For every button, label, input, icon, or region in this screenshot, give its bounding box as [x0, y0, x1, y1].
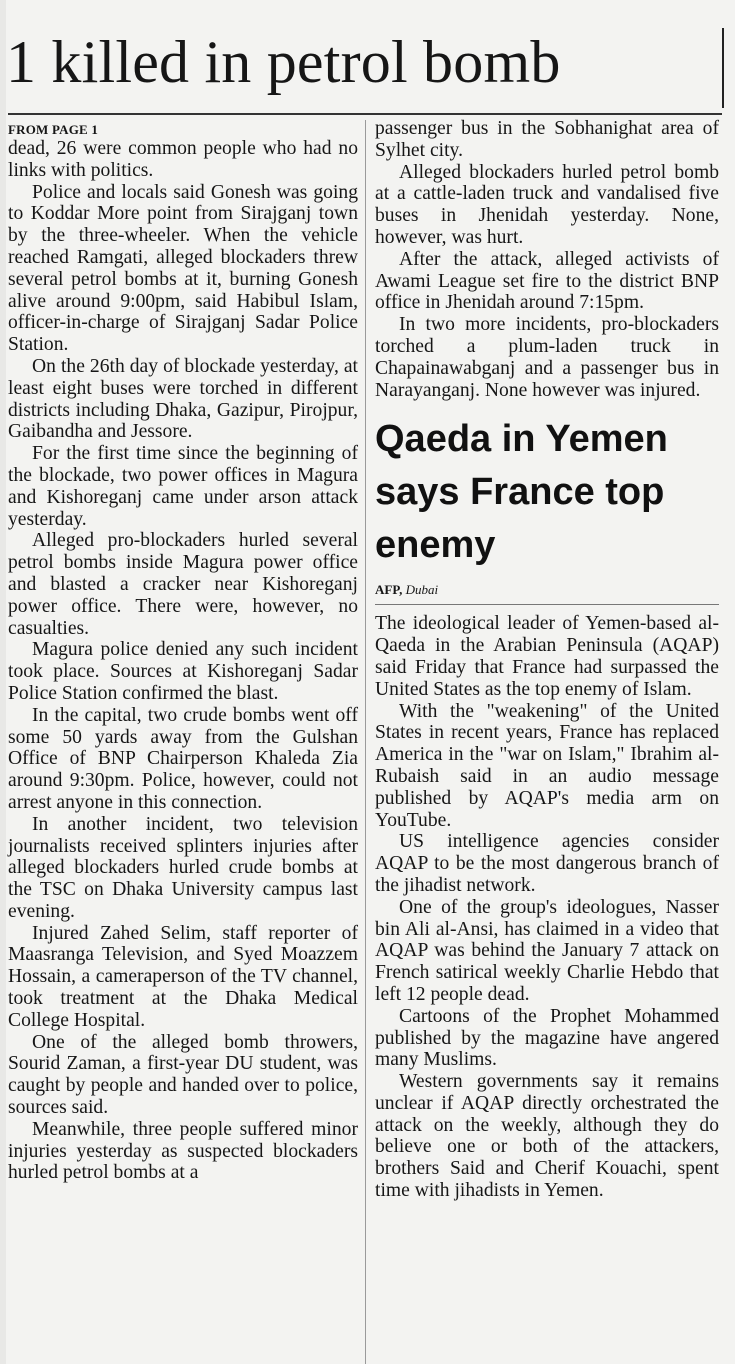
article-paragraph: The ideological leader of Yemen-based al-Qaeda in the Arabian Peninsula (AQAP) said Friday that France had surpassed the United States as the top enemy of Islam. [375, 613, 719, 700]
column-edge-rule [722, 28, 724, 108]
story2-byline [375, 582, 719, 598]
story2-headline: Qaeda in Yemen says France top enemy [375, 418, 668, 567]
article-paragraph: Meanwhile, three people suffered minor injuries yesterday as suspected blockaders hurled petrol bombs at a [8, 1118, 358, 1184]
article-paragraph: Magura police denied any such incident took place. Sources at Kishoreganj Sadar Police Station confirmed the blast. [8, 639, 358, 704]
main-headline: 1 killed in petrol bomb [6, 29, 561, 95]
page-edge [0, 0, 6, 1364]
byline-location: Dubai [405, 582, 439, 598]
article-paragraph: passenger bus in the Sobhanighat area of Sylhet city. [375, 118, 719, 161]
right-column [375, 118, 719, 1202]
article-paragraph: Alleged pro-blockaders hurled several petrol bombs inside Magura power office and blasted a cracker near Kishoreganj power office. There were, however, no casualties. [8, 530, 358, 639]
article-paragraph: dead, 26 were common people who had no links with politics. [8, 138, 358, 181]
article-paragraph: Cartoons of the Prophet Mohammed published by the magazine have angered many Muslims. [375, 1005, 719, 1071]
article-paragraph: In two more incidents, pro-blockaders torched a plum-laden truck in Chapainawabganj and a passenger bus in Narayanganj. None however was injured. [375, 314, 719, 401]
article-paragraph: Injured Zahed Selim, staff reporter of Maasranga Television, and Syed Moazzem Hossain, a cameraperson of the TV channel, took treatment at the Dhaka Medical College Hospital. [8, 922, 358, 1031]
article-paragraph: US intelligence agencies consider AQAP to be the most dangerous branch of the jihadist network. [375, 831, 719, 896]
article-paragraph: Police and locals said Gonesh was going to Koddar More point from Sirajganj town by the three-wheeler. When the vehicle reached Ramgati, alleged blockaders threw several petrol bombs at it, burning Gonesh alive around 9:00pm, said Habibul Islam, officer-in-charge of Sirajganj Sadar Police Station. [8, 181, 358, 356]
continuation-label: FROM PAGE 1 [8, 122, 99, 137]
column-divider [365, 120, 366, 1364]
article-paragraph: One of the group's ideologues, Nasser bin Ali al-Ansi, has claimed in a video that AQAP was behind the January 7 attack on French satirical weekly Charlie Hebdo that left 12 people dead. [375, 896, 719, 1005]
article-paragraph: For the first time since the beginning of the blockade, two power offices in Magura and Kishoreganj came under arson attack yesterday. [8, 443, 358, 530]
headline-divider [8, 113, 722, 115]
article-paragraph: One of the alleged bomb throwers, Sourid Zaman, a first-year DU student, was caught by people and handed over to police, sources said. [8, 1031, 358, 1119]
article-paragraph: With the "weakening" of the United States in recent years, France has replaced America in the "war on Islam," Ibrahim al-Rubaish said in an audio message published by AQAP's media arm on YouTube. [375, 700, 719, 831]
left-column [8, 118, 358, 1184]
byline-agency: AFP, [375, 582, 403, 598]
article-paragraph: On the 26th day of blockade yesterday, at least eight buses were torched in different districts including Dhaka, Gazipur, Pirojpur, Gaibandha and Jessore. [8, 355, 358, 443]
article-paragraph: In the capital, two crude bombs went off some 50 yards away from the Gulshan Office of BNP Chairperson Khaleda Zia around 9:30pm. Police, however, could not arrest anyone in this connection. [8, 704, 358, 813]
article-paragraph: In another incident, two television journalists received splinters injuries after alleged blockaders hurled crude bombs at the TSC on Dhaka University campus last evening. [8, 813, 358, 922]
article-paragraph: After the attack, alleged activists of Awami League set fire to the district BNP office in Jhenidah around 7:15pm. [375, 248, 719, 314]
byline-divider [375, 604, 719, 605]
article-paragraph: Western governments say it remains unclear if AQAP directly orchestrated the attack on the weekly, although they do believe one or both of the attackers, brothers Said and Cherif Kouachi, spent time with jihadists in Yemen. [375, 1071, 719, 1202]
article-paragraph: Alleged blockaders hurled petrol bomb at a cattle-laden truck and vandalised five buses in Jhenidah yesterday. None, however, was hurt. [375, 161, 719, 248]
